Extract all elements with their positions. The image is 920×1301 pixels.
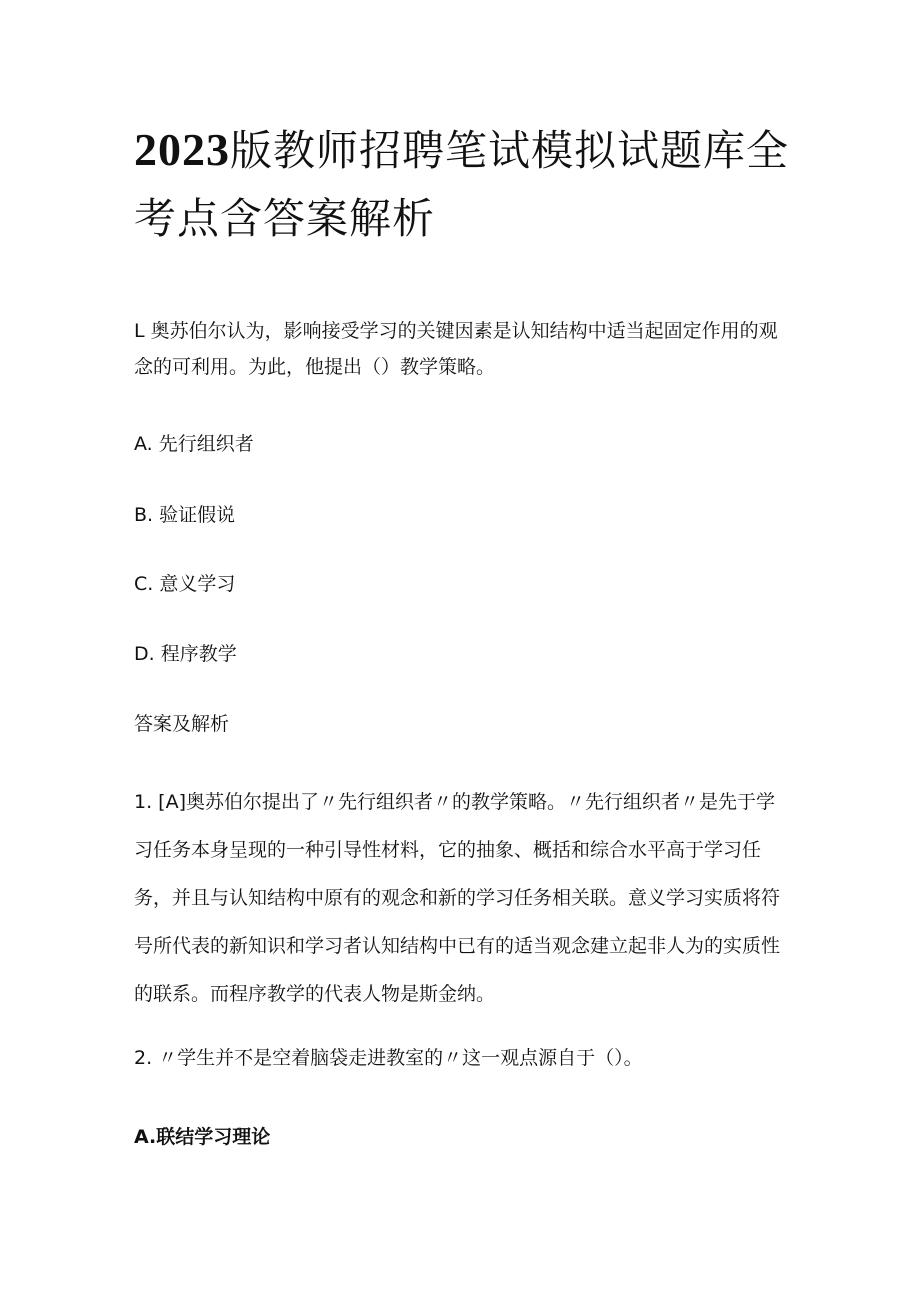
question-2-option-a: A.联结学习理论 bbox=[134, 1126, 271, 1148]
question-1-stem: L 奥苏伯尔认为，影响接受学习的关键因素是认知结构中适当起固定作用的观念的可利用。为此，他提出（）教学策略。 bbox=[134, 320, 778, 378]
answer-explanation-1: 1. [A]奥苏伯尔提出了〃先行组织者〃的教学策略。〃先行组织者〃是先于学习任务本身呈现的一种引导性材料，它的抽象、概括和综合水平高于学习任务，并且与认知结构中原有的观念和新的学习任务相关联。意义学习实质将符号所代表的新知识和学习者认知结构中已有的适当观念建立起非人为的实质性的联系。而程序教学的代表人物是斯金纳。 bbox=[134, 791, 781, 1005]
question-1-option-b: B. 验证假说 bbox=[134, 504, 236, 526]
question-1-option-c: C. 意义学习 bbox=[134, 573, 236, 595]
document-title bbox=[134, 116, 794, 253]
question-1-option-a: A. 先行组织者 bbox=[134, 433, 254, 455]
title-text: 版教师招聘笔试模拟试题库全考点含答案解析 bbox=[134, 126, 790, 243]
question-2-stem: 2. 〃学生并不是空着脑袋走进教室的〃这一观点源自于（）。 bbox=[134, 1047, 643, 1069]
title-year: 2023 bbox=[134, 124, 230, 175]
answer-heading: 答案及解析 bbox=[134, 713, 230, 735]
question-1-option-d: D. 程序教学 bbox=[134, 643, 237, 665]
